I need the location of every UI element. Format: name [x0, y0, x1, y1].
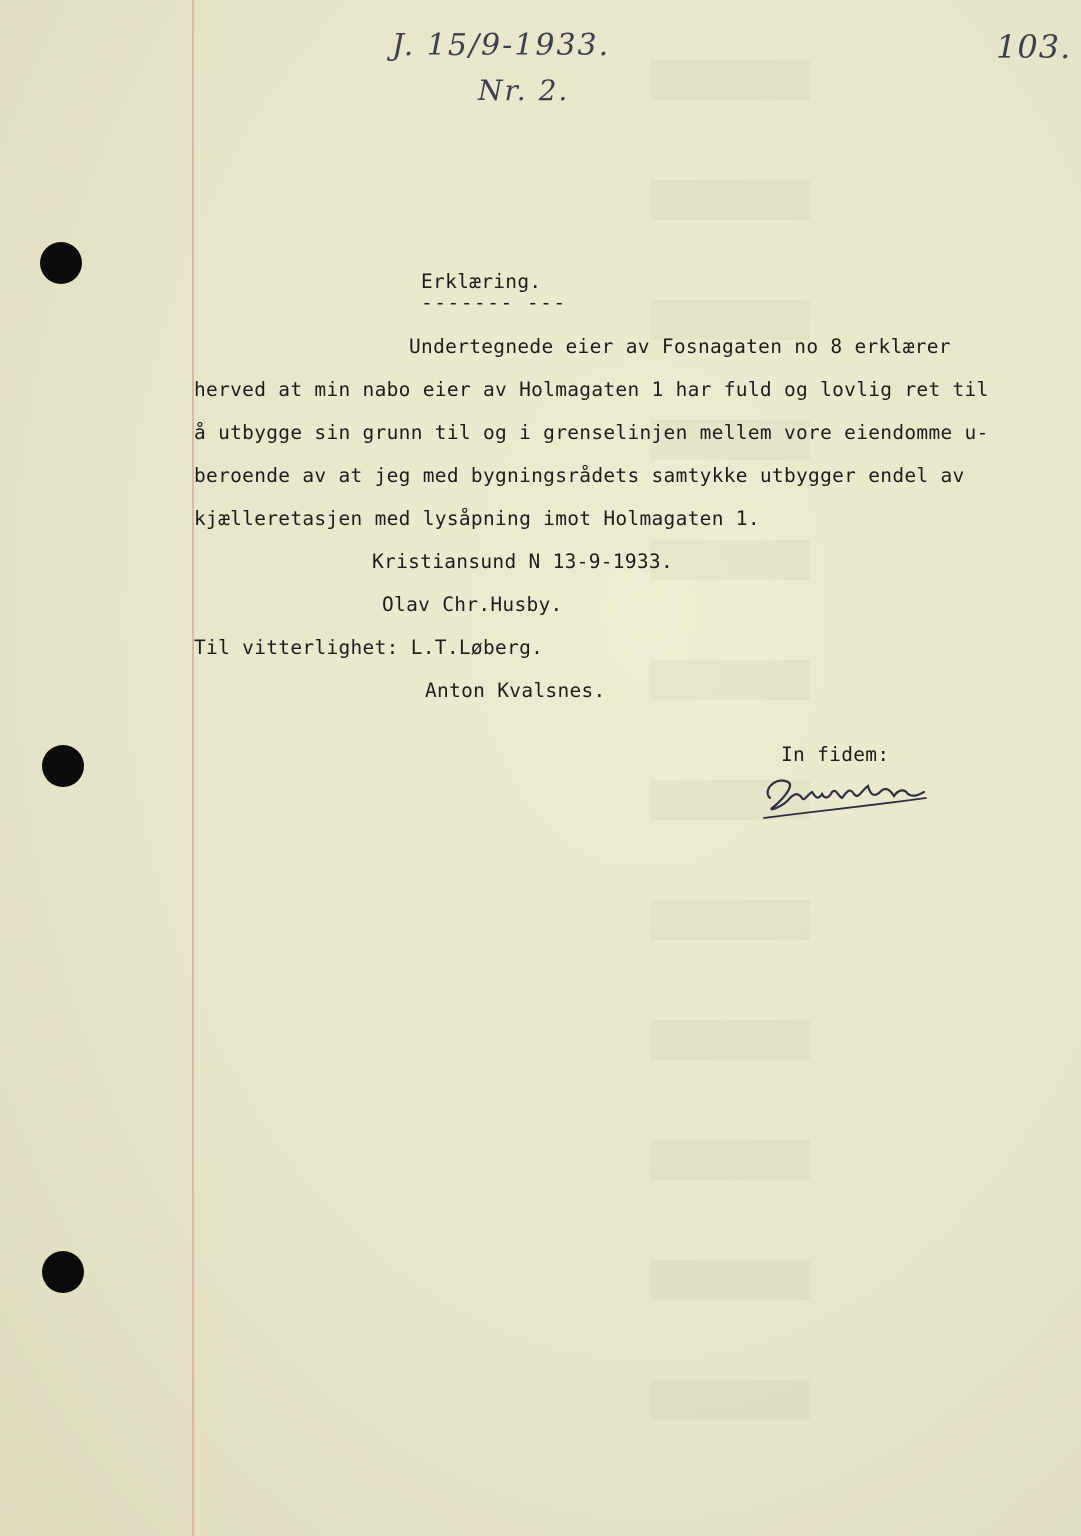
body-line-4: beroende av at jeg med bygningsrådets samtykke utbygger endel av	[194, 464, 965, 487]
body-line-5: kjælleretasjen med lysåpning imot Holmagaten 1.	[194, 507, 760, 530]
body-line-1: Undertegnede eier av Fosnagaten no 8 erklærer	[409, 335, 951, 358]
place-and-date: Kristiansund N 13-9-1933.	[372, 550, 673, 573]
signer-name: Olav Chr.Husby.	[382, 593, 563, 616]
handwritten-date: J. 15/9-1933.	[392, 28, 611, 63]
punch-hole-top	[40, 242, 82, 284]
handwritten-signature	[758, 768, 933, 828]
body-line-3: å utbygge sin grunn til og i grenselinjen mellem vore eiendomme u-	[194, 421, 989, 444]
punch-hole-bottom	[42, 1251, 84, 1293]
handwritten-number: Nr. 2.	[478, 74, 570, 107]
title-underline: ------- ---	[421, 291, 567, 314]
witness-line: Til vitterlighet: L.T.Løberg.	[194, 636, 544, 659]
body-line-2: herved at min nabo eier av Holmagaten 1 har fuld og lovlig ret til	[194, 378, 989, 401]
margin-line	[192, 0, 194, 1536]
second-witness: Anton Kvalsnes.	[425, 679, 606, 702]
punch-hole-middle	[42, 745, 84, 787]
page-number: 103.	[996, 28, 1072, 66]
document-title: Erklæring.	[421, 270, 542, 293]
in-fidem-label: In fidem:	[781, 743, 890, 766]
